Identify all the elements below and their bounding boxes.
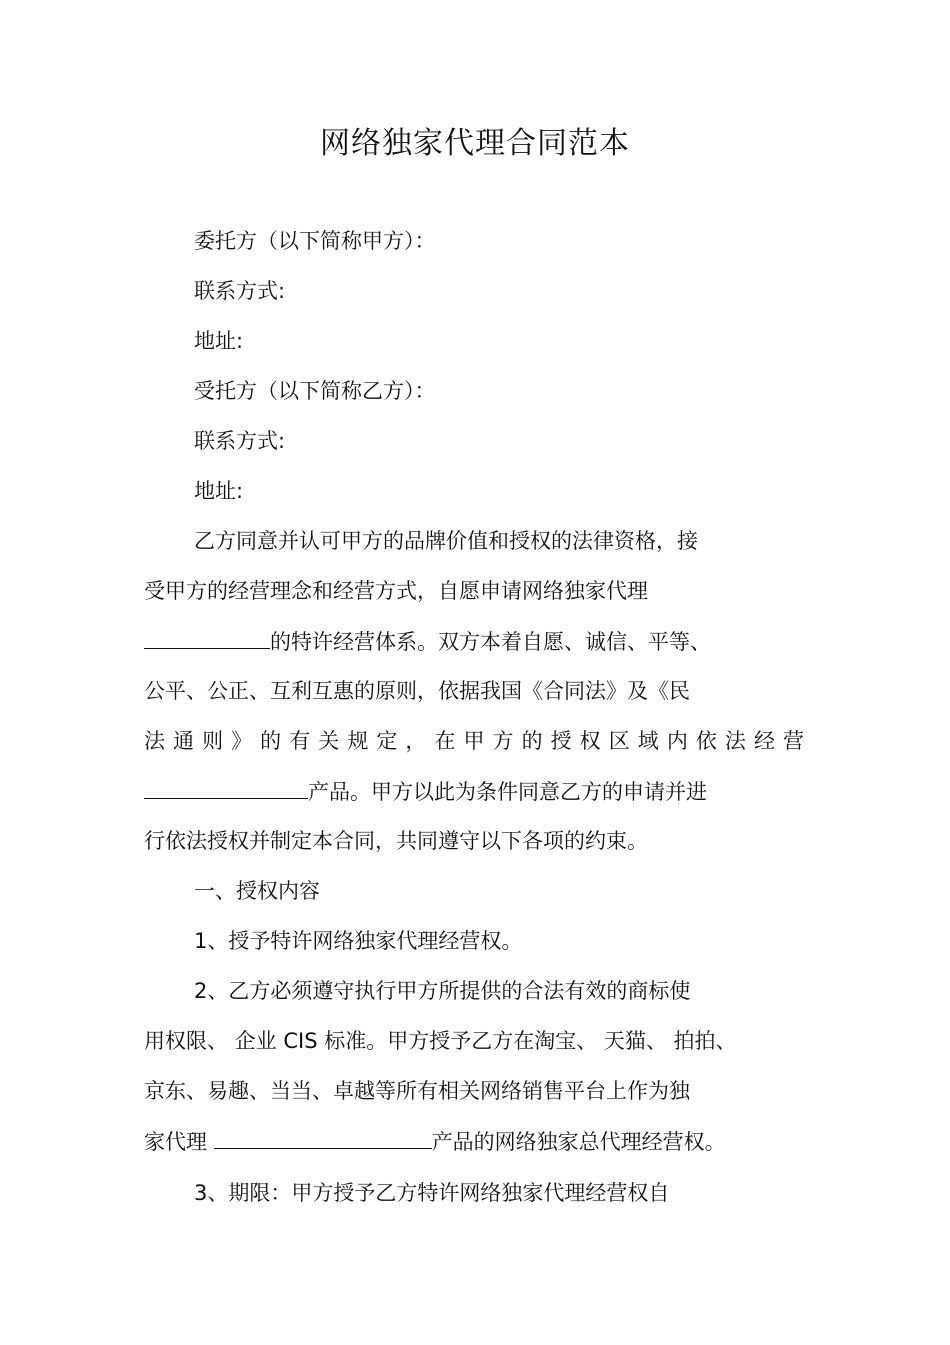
intro-line-5: 法通则》的有关规定，在甲方的授权区域内依法经营 [144,729,804,753]
clause-2-line-4 [144,1126,726,1157]
party-b-contact: 联系方式: [194,429,286,453]
intro-line-3-text: 的特许经营体系。双方本着自愿、诚信、平等、 [270,630,711,654]
intro-line-3 [144,626,711,657]
clause-2-line-3: 京东、易趣、当当、卓越等所有相关网络销售平台上作为独 [144,1079,690,1103]
clause-1: 1、授予特许网络独家代理经营权。 [194,929,523,953]
intro-line-6 [144,776,707,807]
intro-line-7: 行依法授权并制定本合同，共同遵守以下各项的约束。 [144,829,648,853]
fill-in-blank [214,1126,432,1149]
party-a-label: 委托方（以下简称甲方）： [194,229,436,253]
party-b-label: 受托方（以下简称乙方）： [194,379,436,403]
intro-line-4: 公平、公正、互利互惠的原则，依据我国《合同法》及《民 [144,679,690,703]
clause-2-line-1: 2、乙方必须遵守执行甲方所提供的合法有效的商标使 [194,979,691,1003]
clause-2-line-4-text-a: 家代理 [144,1130,214,1154]
intro-line-2: 受甲方的经营理念和经营方式，自愿申请网络独家代理 [144,579,648,603]
clause-3-line-1: 3、期限：甲方授予乙方特许网络独家代理经营权自 [194,1181,670,1205]
clause-2-line-4-text-b: 产品的网络独家总代理经营权。 [431,1130,726,1154]
intro-line-6-text: 产品。甲方以此为条件同意乙方的申请并进 [308,780,707,804]
fill-in-blank [144,626,270,649]
party-b-address: 地址: [194,479,244,503]
document-title: 网络独家代理合同范本 [320,126,630,161]
party-a-contact: 联系方式: [194,279,286,303]
intro-line-1: 乙方同意并认可甲方的品牌价值和授权的法律资格，接 [194,529,698,553]
clause-2-line-2: 用权限、 企业 CIS 标准。甲方授予乙方在淘宝、 天猫、 拍拍、 [144,1029,737,1053]
party-a-address: 地址: [194,329,244,353]
section-heading: 一、授权内容 [194,879,320,903]
fill-in-blank [144,776,308,799]
